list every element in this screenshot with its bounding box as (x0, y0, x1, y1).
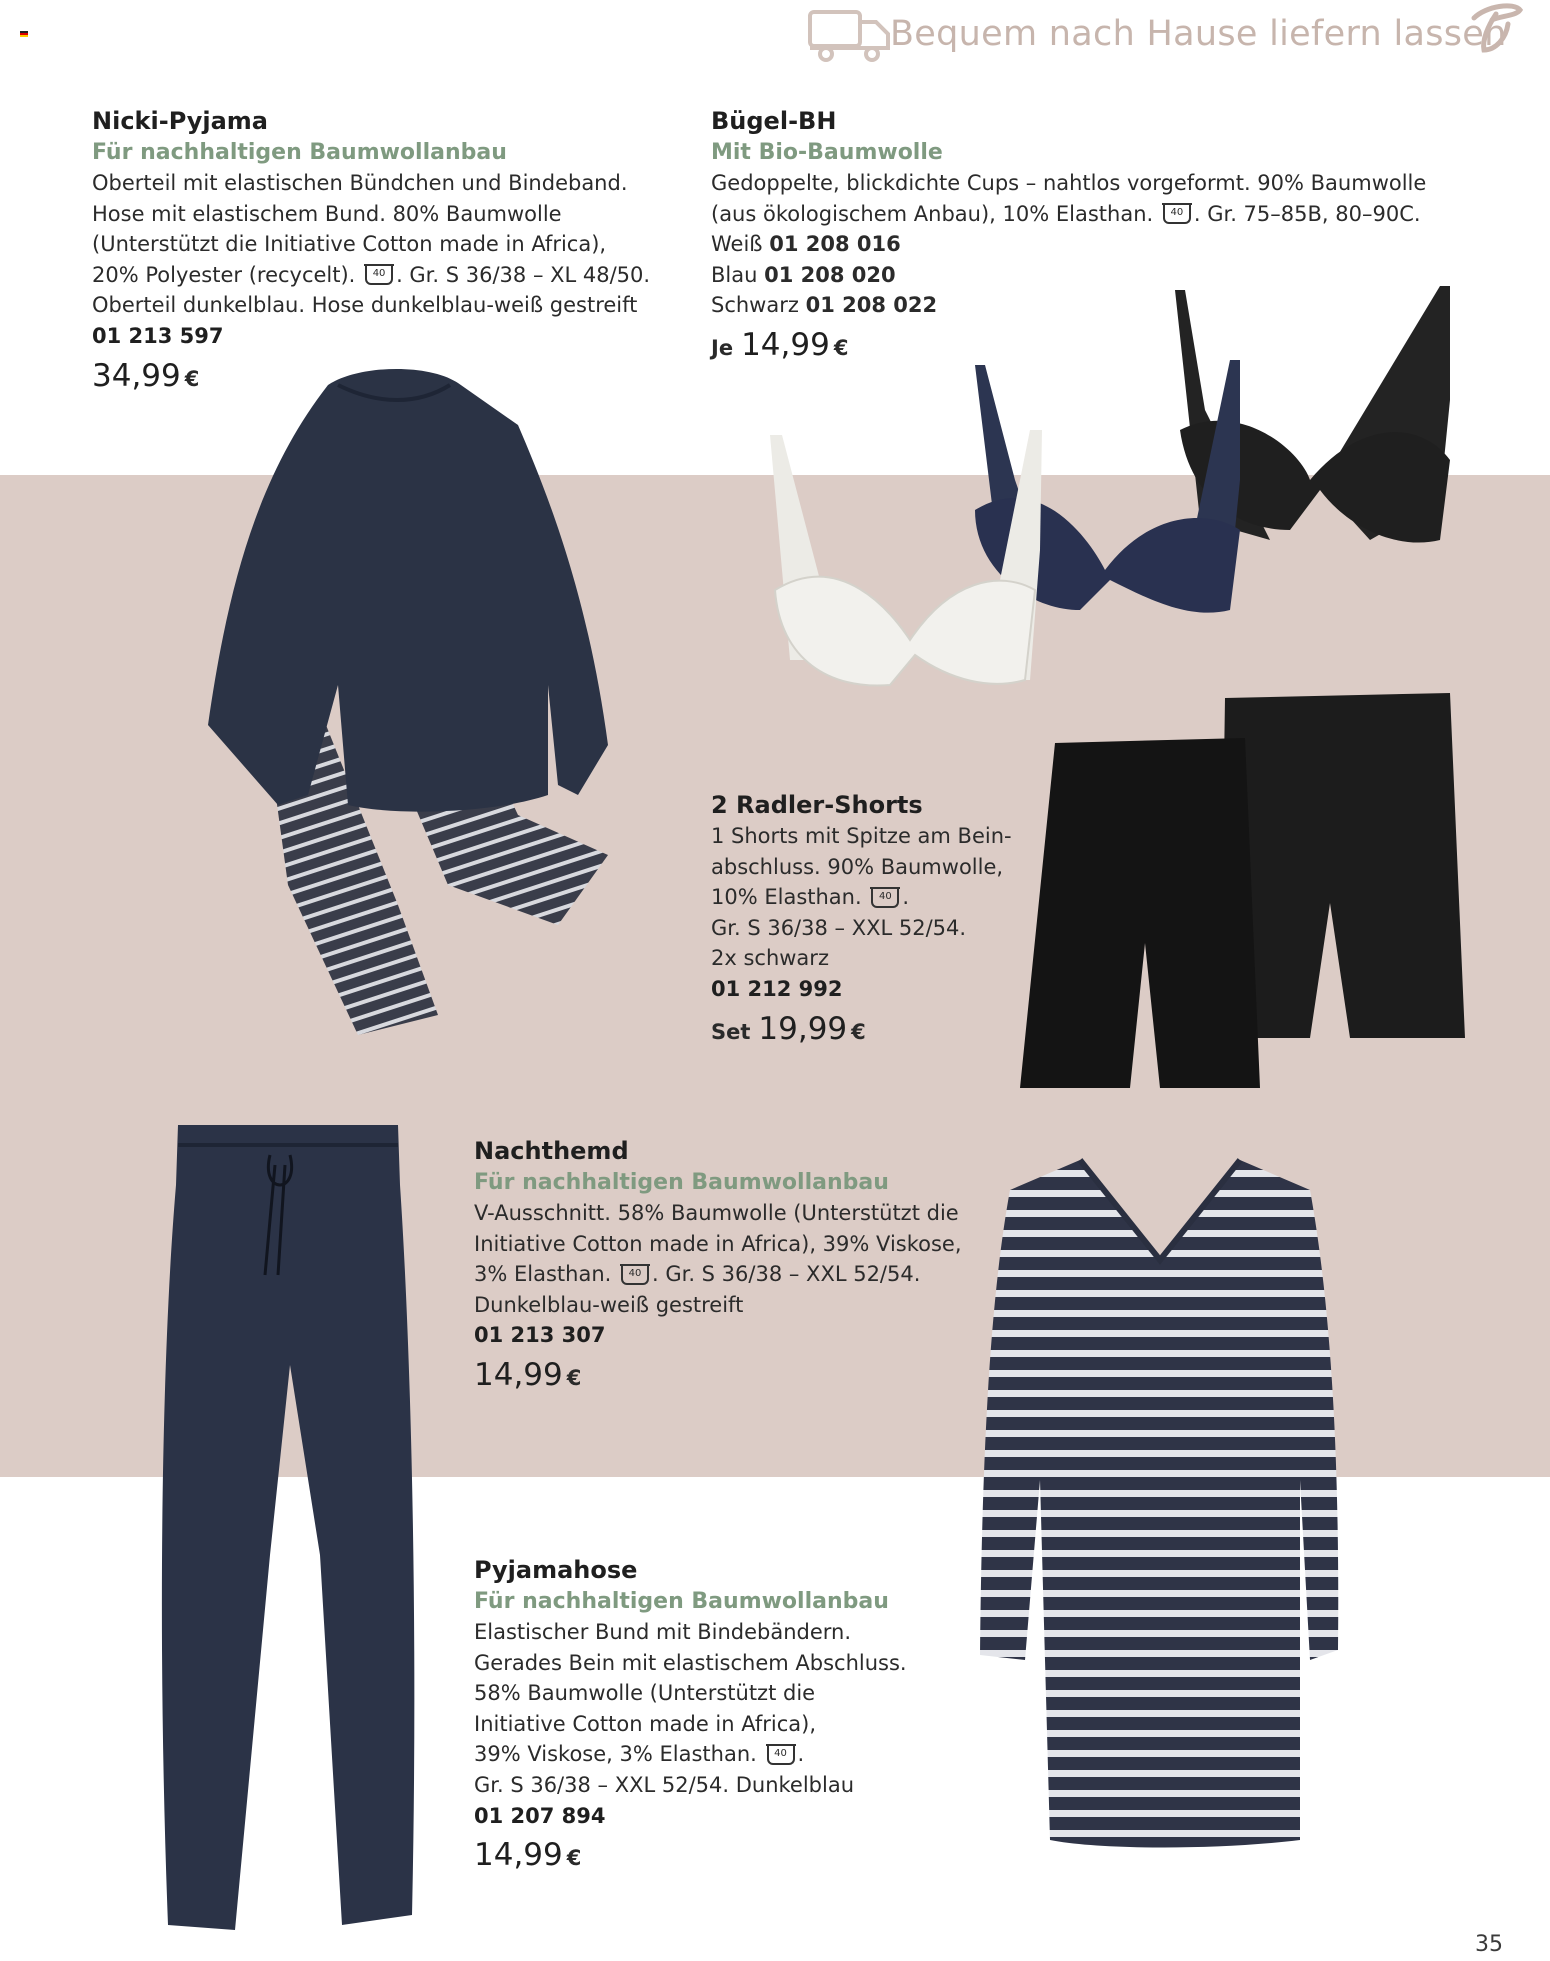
pyjamahose-image (150, 1125, 420, 1935)
currency: € (851, 1019, 866, 1044)
product-subtitle: Für nachhaltigen Baumwollanbau (474, 1589, 889, 1614)
product-radler-shorts (711, 790, 1012, 1047)
price-value: 14,99 (474, 1837, 563, 1874)
wash-40-icon: 40 (621, 1266, 649, 1285)
product-pyjamahose (474, 1555, 907, 1873)
desc-line: 58% Baumwolle (Unterstützt die (474, 1681, 816, 1706)
desc-line: (aus ökologischem Anbau), 10% Elasthan. (711, 201, 1154, 226)
desc-line: . Gr. S 36/38 – XXL 52/54. (652, 1262, 921, 1287)
product-title: Bügel-BH (711, 107, 837, 135)
wash-40-icon: 40 (1163, 205, 1191, 224)
desc-line: Initiative Cotton made in Africa), (474, 1711, 817, 1736)
desc-line: 2x schwarz (711, 946, 829, 971)
price (711, 1011, 1012, 1047)
desc-line: V-Ausschnitt. 58% Baumwolle (Unterstützt die (474, 1201, 959, 1225)
price (474, 1837, 907, 1873)
product-title: 2 Radler-Shorts (711, 791, 923, 819)
desc-line: abschluss. 90% Baumwolle, (711, 854, 1004, 879)
variant-article: 01 208 016 (769, 232, 901, 257)
currency: € (566, 1846, 582, 1871)
desc-line: 39% Viskose, 3% Elasthan. (474, 1742, 757, 1767)
variant-article: 01 208 022 (805, 293, 938, 318)
price (474, 1357, 962, 1393)
desc-line: Gerades Bein mit elastischem Abschluss. (474, 1650, 907, 1675)
bras-image (760, 280, 1460, 690)
currency: € (833, 335, 849, 360)
product-subtitle: Mit Bio-Baumwolle (711, 140, 943, 165)
desc-line: Initiative Cotton made in Africa), 39% Viskose, (474, 1231, 962, 1256)
desc-line: Dunkelblau-weiß gestreift (474, 1292, 744, 1317)
article-number: 01 213 307 (474, 1323, 606, 1348)
desc-line: Gr. S 36/38 – XXL 52/54. (711, 915, 967, 940)
currency: € (566, 1365, 582, 1390)
desc-line: Oberteil mit elastischen Bündchen und Bindeband. (92, 171, 628, 195)
variant-line (711, 229, 1426, 260)
price-prefix: Je (711, 335, 734, 360)
desc-line: 3% Elasthan. (474, 1262, 612, 1287)
desc-line: . (902, 885, 910, 910)
nachthemd-image (980, 1150, 1340, 1850)
product-nicki-pyjama (92, 106, 650, 394)
desc-line: 10% Elasthan. (711, 885, 862, 910)
wash-40-icon: 40 (365, 266, 393, 285)
variant-color: Schwarz (711, 293, 799, 318)
article-number: 01 207 894 (474, 1803, 606, 1828)
wash-40-icon: 40 (767, 1746, 795, 1765)
desc-line: Elastischer Bund mit Bindebändern. (474, 1620, 852, 1644)
product-subtitle: Für nachhaltigen Baumwollanbau (92, 140, 507, 165)
variant-article: 01 208 020 (764, 262, 896, 287)
tchibo-bean-logo (1466, 0, 1526, 56)
product-title: Nachthemd (474, 1137, 629, 1165)
pyjama-image (188, 365, 628, 1045)
desc-line: 1 Shorts mit Spitze am Bein- (711, 824, 1012, 848)
product-subtitle: Für nachhaltigen Baumwollanbau (474, 1170, 889, 1195)
currency: € (184, 366, 200, 391)
desc-line: 20% Polyester (recycelt). (92, 262, 356, 287)
desc-line: (Unterstützt die Initiative Cotton made in Africa), (92, 232, 607, 257)
desc-line: Oberteil dunkelblau. Hose dunkelblau-weiß gestreift (92, 293, 638, 318)
price-value: 14,99 (474, 1356, 563, 1393)
product-nachthemd (474, 1136, 962, 1393)
truck-icon (806, 6, 892, 64)
desc-line: . Gr. 75–85B, 80–90C. (1193, 201, 1421, 226)
desc-line: Gr. S 36/38 – XXL 52/54. Dunkelblau (474, 1772, 855, 1797)
page-number: 35 (1475, 1932, 1503, 1957)
price-value: 34,99 (92, 357, 181, 394)
desc-line: . Gr. S 36/38 – XL 48/50. (396, 262, 651, 287)
article-number: 01 213 597 (92, 323, 224, 348)
article-number: 01 212 992 (711, 976, 843, 1001)
price-value: 19,99 (758, 1010, 848, 1047)
shorts-image (1010, 693, 1470, 1093)
product-title: Pyjamahose (474, 1556, 638, 1584)
desc-line: Hose mit elastischem Bund. 80% Baumwolle (92, 201, 562, 226)
desc-line: Gedoppelte, blickdichte Cups – nahtlos vorgeformt. 90% Baumwolle (711, 171, 1427, 195)
price-value: 14,99 (741, 326, 830, 363)
variant-color: Blau (711, 262, 758, 287)
price-prefix: Set (711, 1019, 751, 1044)
desc-line: . (797, 1742, 805, 1767)
wash-40-icon: 40 (871, 889, 899, 908)
header-delivery-text: Bequem nach Hause liefern lassen (890, 14, 1507, 54)
flag-icon (20, 22, 28, 28)
variant-color: Weiß (711, 232, 763, 257)
product-title: Nicki-Pyjama (92, 107, 268, 135)
